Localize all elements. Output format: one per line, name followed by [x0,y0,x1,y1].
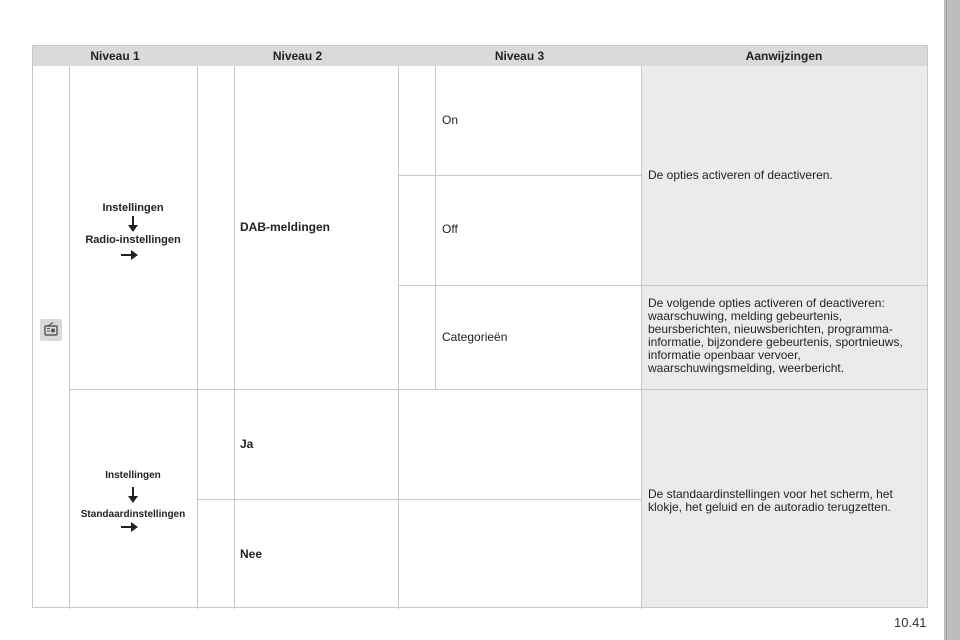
option-categorieen: Categorieën [442,330,508,344]
option-nee: Nee [240,547,263,561]
option-ja: Ja [240,437,254,451]
header-notes: Aanwijzingen [641,46,927,66]
arrow-down-icon [128,216,138,232]
divider [197,499,641,500]
arrow-down-icon [128,487,138,503]
divider [69,389,927,390]
divider [398,285,927,286]
level2-dab-meldingen: DAB-meldingen [240,220,330,234]
divider [435,66,436,389]
radio-settings-icon [40,319,62,341]
arrow-right-icon [121,522,139,532]
page-number: 10.41 [894,615,927,630]
header-level1: Niveau 1 [33,46,197,66]
divider [398,66,399,609]
menu-step-standaardinstellingen: Standaardinstellingen [80,509,186,520]
divider [197,66,198,609]
arrow-right-icon [121,250,139,260]
header-level3: Niveau 3 [398,46,641,66]
menu-path-defaults [69,470,197,532]
header-level2: Niveau 2 [197,46,398,66]
divider [398,175,641,176]
menu-table [32,45,928,608]
note-on-off: De opties activeren of deactiveren. [648,168,833,182]
menu-path-radio [69,202,197,260]
menu-step-instellingen: Instellingen [102,202,164,214]
note-reset: De standaardinstellingen voor het scherm, het klokje, het geluid en de autoradio terugzetten. [648,487,893,514]
menu-step-radio-instellingen: Radio-instellingen [85,234,181,246]
divider [234,66,235,609]
note-categories: De volgende opties activeren of deactiveren: waarschuwing, melding gebeurtenis, beursberichten, nieuwsberichten, programma-informatie, bijzondere gebeurtenis, sportnieuws, informatie openbaar vervoer, waarschuwingsmelding, weerbericht. [648,296,903,375]
page-edge-line [946,0,947,640]
divider [641,66,642,609]
option-off: Off [442,222,458,236]
option-on: On [442,113,459,127]
menu-step-instellingen: Instellingen [105,470,161,481]
